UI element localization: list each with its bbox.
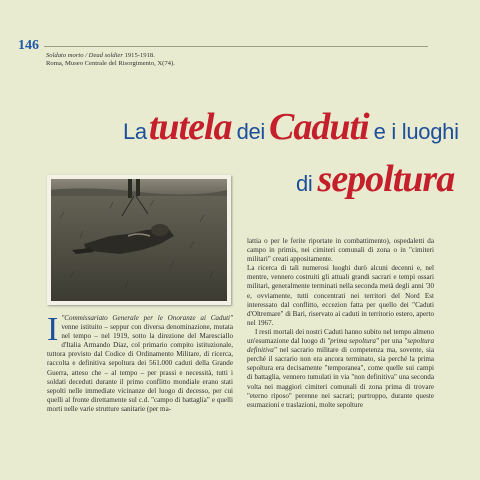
header-rule <box>44 46 428 47</box>
page-number: 146 <box>18 38 39 53</box>
p3-sepoltura-definitiva: "sepoltura definitiva" <box>247 337 435 355</box>
title-line-2 <box>296 160 454 198</box>
caption-location: Roma, Museo Centrale del Risorgimento, X(74). <box>46 60 175 67</box>
title-word-dei: dei <box>236 119 266 144</box>
left-paragraph <box>47 311 233 414</box>
right-paragraph-1: lattia o per le ferite riportate in combattimento), ospedaletti da campo in primis, nei cimiteri comunali di zona o in "cimiteri militari" creati appositamente. <box>247 237 434 264</box>
title-word-di: di <box>296 171 313 196</box>
drop-cap: I <box>47 311 59 348</box>
title-word-la: La <box>123 119 147 144</box>
left-paragraph-text: venne istituito – seppur con diversa denominazione, mutata nel tempo – nel 1919, sotto la direzione del Maresciallo d'Italia Armando Diaz, col primario compito istituzionale, tuttora previsto dal Codice di Ordinamento Militare, di ricerca, raccolta e definitiva sepoltura dei 561.000 caduti della Grande Guerra, atteso che – al tempo – per prassi e necessità, tutti i soldati deceduti durante il primo conflitto mondiale erano stati sepolti nelle immediate vicinanze del luogo di decesso, per cui quelli al fronte direttamente sul c.d. "campo di battaglia" e quelli morti nelle varie strutture sanitarie (per ma- <box>47 323 233 413</box>
title-word-caduti: Caduti <box>269 106 369 148</box>
title-word-sepoltura: sepoltura <box>317 158 455 200</box>
right-column <box>247 237 434 410</box>
caption-year: 1915-1918. <box>122 52 155 59</box>
p3-prima-sepoltura: "prima sepoltura" <box>327 337 379 346</box>
title-line-1 <box>123 108 459 146</box>
p3-text-b: per una <box>378 337 405 346</box>
right-paragraph-2: La ricerca di tali numerosi luoghi durò alcuni decenni e, nel mentre, vennero costruiti gli attuali grandi sacrari e tempi ossari militari, generalmente terminati nella seconda metà degli anni '30 e, ovviamente, tutti concentrati nei territori del Nord Est interessato dal conflitto, eccezion fatta per quello dei "Caduti d'Oltremare" di Bari, riservato ai caduti in territorio estero, aperto nel 1967. <box>247 264 434 327</box>
commissariato-name: "Commissariato Generale per le Onoranze ai Caduti" <box>61 314 233 322</box>
photo-caption <box>46 52 175 68</box>
right-paragraph-3 <box>247 328 434 410</box>
caption-title: Soldato morto / Dead soldier <box>46 52 123 59</box>
title-word-tutela: tutela <box>148 106 232 148</box>
historical-photo <box>47 175 231 305</box>
dead-soldier-photo-image <box>50 178 228 302</box>
left-column <box>47 311 233 414</box>
title-word-e-i-luoghi: e i luoghi <box>373 119 459 144</box>
p3-text-a: I resti mortali dei nostri Caduti hanno subito nel tempo almeno un'esumazione dal luogo di <box>247 327 434 346</box>
p3-text-c: nel sacrario militare di competenza ma, sovente, sia perché il sacrario non era ancora terminato, sia perché la prima sepoltura era decisamente "temporanea", come quelle sui campi di battaglia, vennero tumulati in via "non definitiva" una seconda volta nei maggiori cimiteri comunali di zona prima di trovare "eterno riposo" perenne nei sacrari; purtroppo, durante queste esumazioni e traslazioni, molte sepolture <box>247 346 434 409</box>
